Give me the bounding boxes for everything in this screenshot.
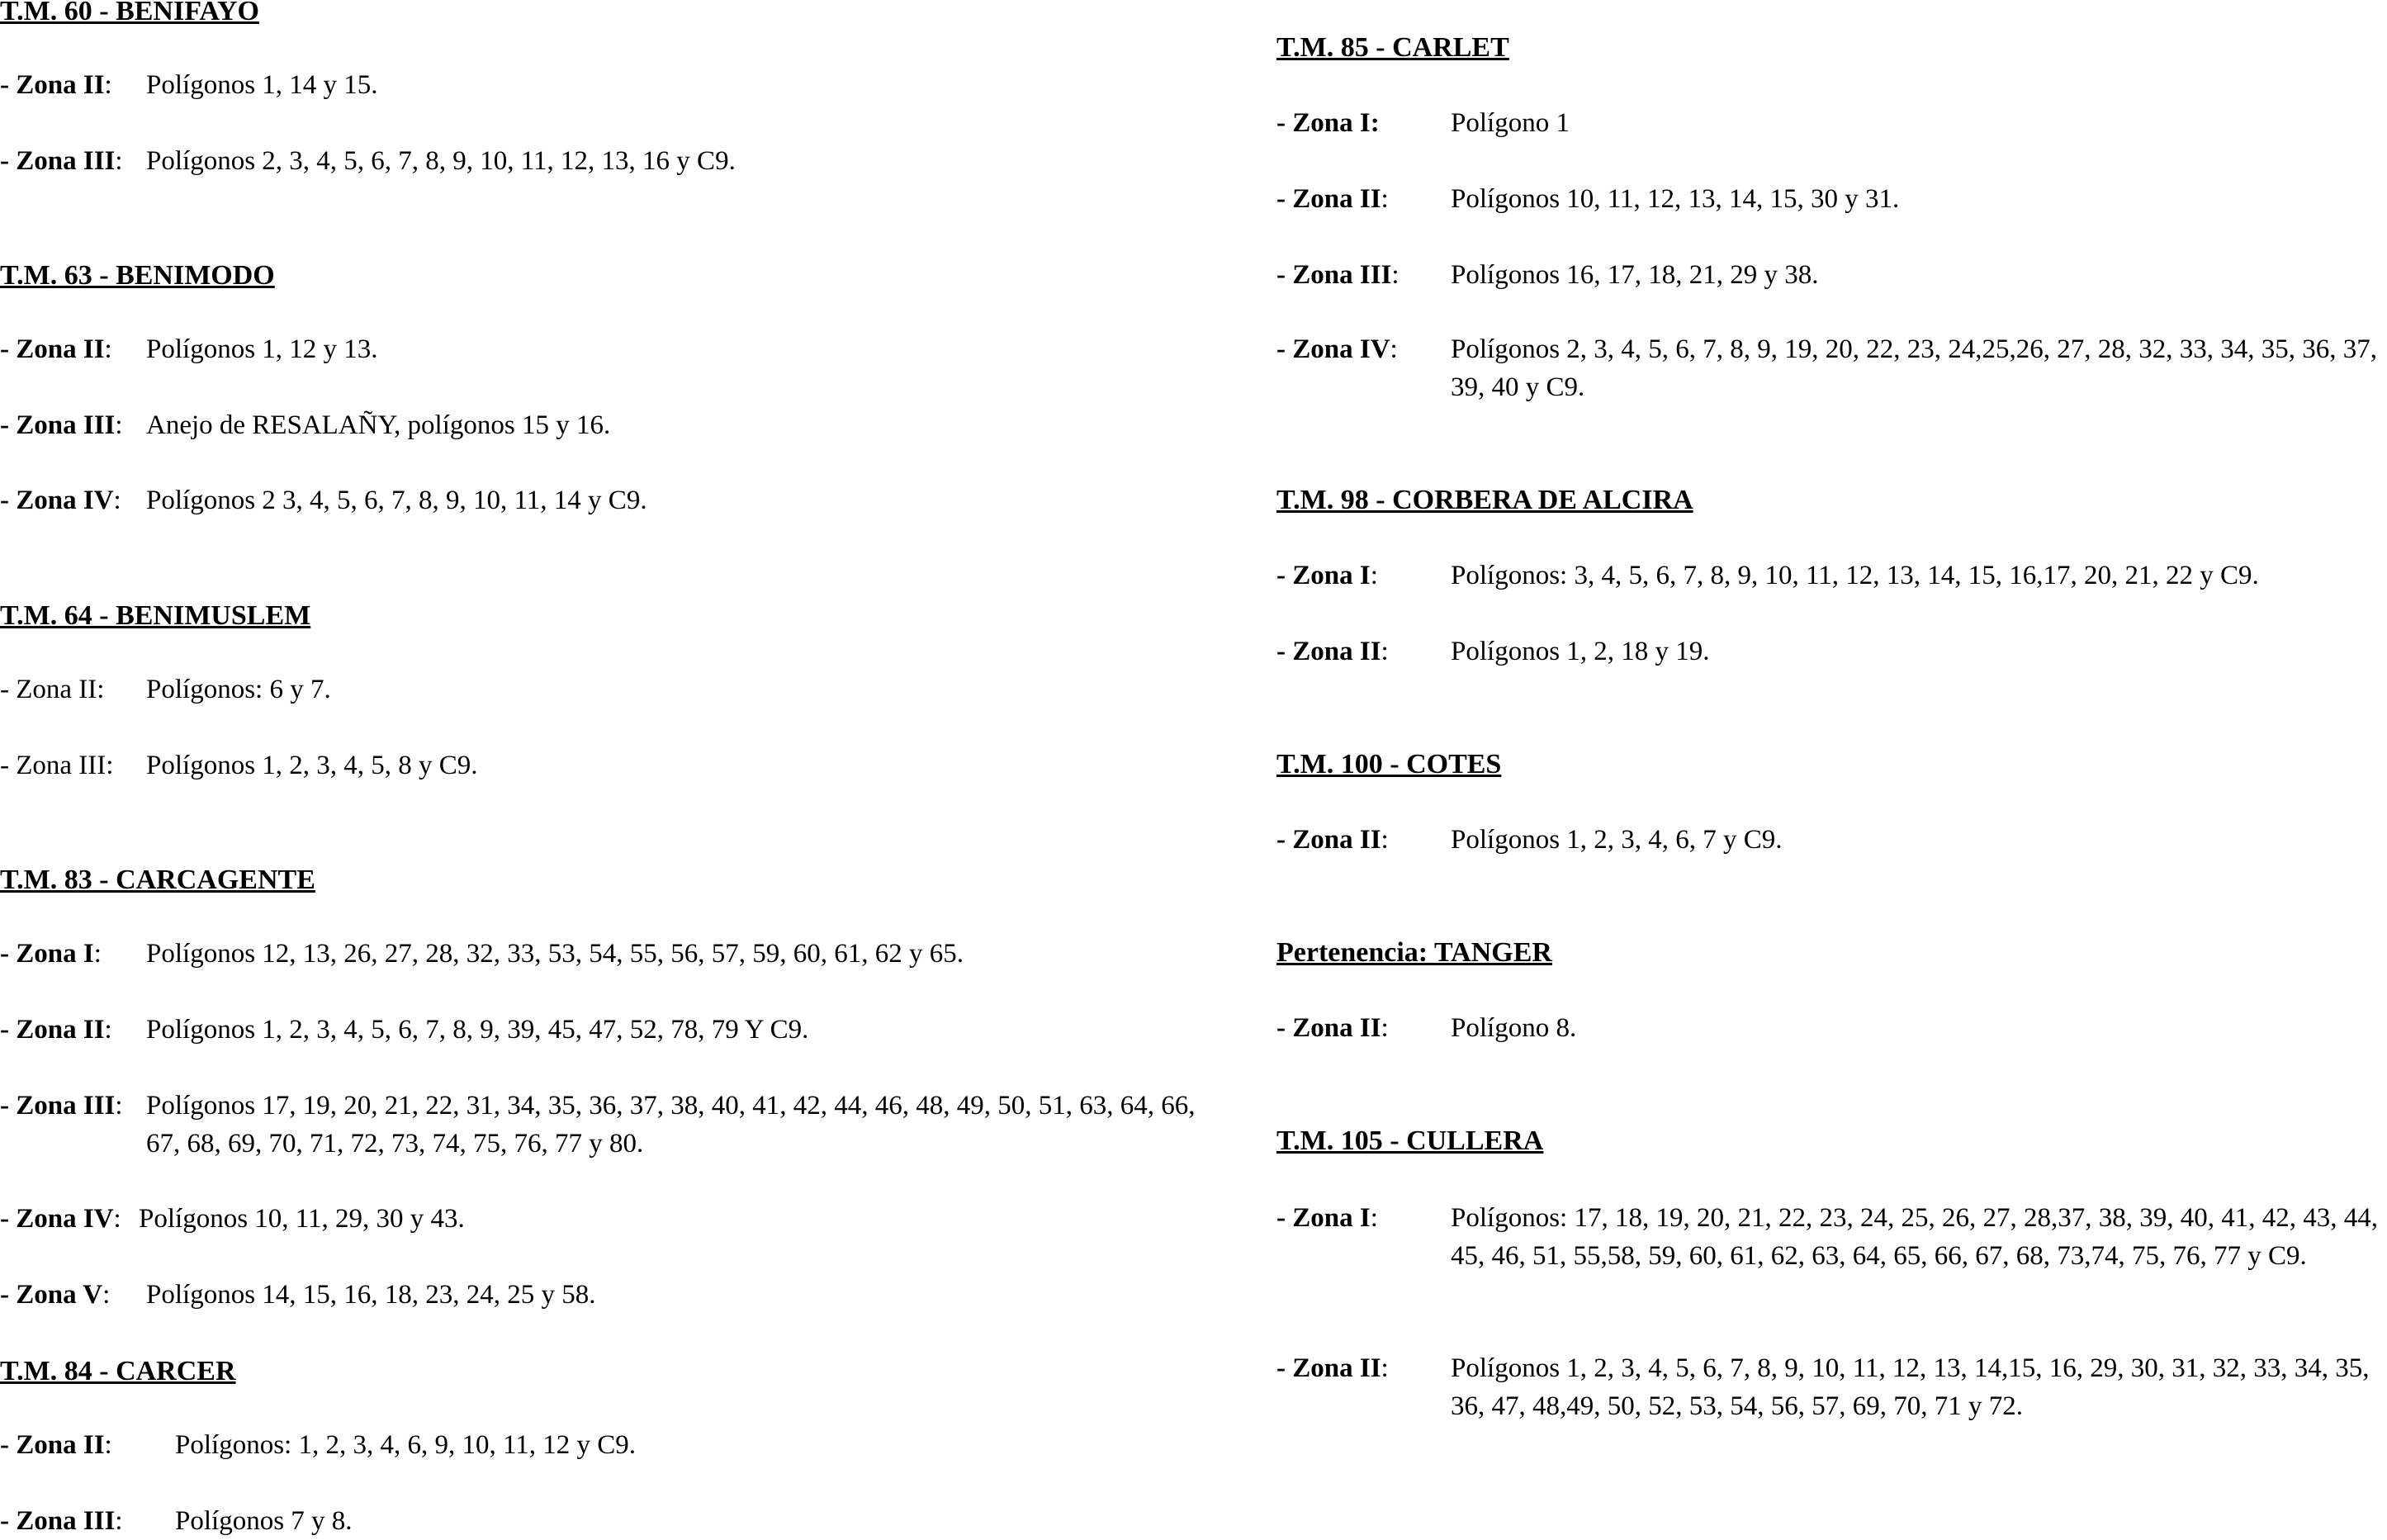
zone-label-text: - Zona II <box>0 675 97 704</box>
zone-entry <box>1276 821 2387 859</box>
zone-polygons-text: Polígonos 16, 17, 18, 21, 29 y 38. <box>1451 260 1819 290</box>
zone-label-text: - Zona II <box>1276 1353 1381 1383</box>
zone-polygons-text: Polígonos: 6 y 7. <box>146 675 331 704</box>
zone-label <box>0 1276 110 1314</box>
zone-entry <box>0 1502 1205 1540</box>
zone-label-text: - Zona I <box>1276 561 1371 590</box>
zone-label <box>1276 821 1389 859</box>
zone-label-colon: : <box>104 70 112 100</box>
zone-label-colon: : <box>1381 184 1389 214</box>
zone-entry <box>0 142 1205 180</box>
zone-label <box>0 1087 123 1125</box>
zone-label-text: - Zona III <box>1276 260 1392 290</box>
zone-polygons-text: Polígonos 14, 15, 16, 18, 23, 24, 25 y 58. <box>146 1280 596 1310</box>
zone-entry <box>0 1200 1205 1238</box>
zone-label <box>0 746 113 784</box>
zone-polygons-text: Polígonos 1, 12 y 13. <box>146 334 378 364</box>
zone-label-text: - Zona I <box>1276 1203 1371 1233</box>
zone-entry <box>1276 180 2387 218</box>
zone-label-colon: : <box>113 486 121 515</box>
zone-polygons-text: Polígonos 2 3, 4, 5, 6, 7, 8, 9, 10, 11, 14 y C9. <box>146 486 647 515</box>
zone-label-colon: : <box>93 939 102 969</box>
zone-polygons-text: Polígonos 10, 11, 29, 30 y 43. <box>139 1204 465 1234</box>
zone-label <box>1276 330 1398 368</box>
zone-label-text: - Zona III <box>0 410 116 440</box>
zone-label <box>0 406 123 444</box>
zone-label <box>0 935 102 973</box>
zone-label-text: - Zona I <box>0 939 94 969</box>
zone-polygons-text: Polígonos 10, 11, 12, 13, 14, 15, 30 y 31. <box>1451 184 1900 214</box>
zone-label-colon: : <box>115 410 123 440</box>
zone-label-colon: : <box>1381 637 1389 666</box>
zone-label-text: - Zona IV <box>1276 334 1390 364</box>
section-heading: T.M. 85 - CARLET <box>1276 32 1509 63</box>
section-heading: Pertenencia: TANGER <box>1276 937 1552 968</box>
zone-entry <box>0 330 1205 368</box>
zone-label-text: - Zona II <box>1276 825 1381 855</box>
zone-polygons-text: Polígonos 2, 3, 4, 5, 6, 7, 8, 9, 10, 11, 12, 13, 16 y C9. <box>146 146 736 176</box>
zone-entry <box>1276 104 2387 142</box>
zone-label <box>0 66 112 104</box>
section-heading: T.M. 105 - CULLERA <box>1276 1125 1544 1156</box>
zone-entry <box>0 406 1205 444</box>
zone-entry <box>0 481 1205 519</box>
zone-polygons-text: Polígono 1 <box>1451 108 1570 138</box>
zone-polygons-text: Polígonos 1, 2, 3, 4, 5, 6, 7, 8, 9, 39, 45, 47, 52, 78, 79 Y C9. <box>146 1015 809 1045</box>
zone-polygons-text: Polígonos 7 y 8. <box>175 1506 353 1536</box>
zone-label-text: - Zona III <box>0 146 116 176</box>
section-heading: T.M. 98 - CORBERA DE ALCIRA <box>1276 485 1693 515</box>
zone-entry <box>0 1087 1205 1163</box>
zone-label <box>1276 633 1389 670</box>
zone-label-text: - Zona IV <box>0 486 114 515</box>
zone-polygons-text: Polígonos 17, 19, 20, 21, 22, 31, 34, 35, 36, 37, 38, 40, 41, 42, 44, 46, 48, 49, 50, 51, 63, 64, 66, 67, 68, 69, 70, 71, 72, 73, 74, 75, 76, 77 y 80. <box>146 1091 1196 1159</box>
zone-entry <box>1276 256 2387 294</box>
zone-label <box>0 1502 123 1540</box>
section-heading: T.M. 100 - COTES <box>1276 749 1502 779</box>
section-heading: T.M. 63 - BENIMODO <box>0 260 275 291</box>
zone-label <box>0 481 121 519</box>
zone-polygons-text: Polígonos 2, 3, 4, 5, 6, 7, 8, 9, 19, 20, 22, 23, 24,25,26, 27, 28, 32, 33, 34, 35, 36, 37, 39, 40 y C9. <box>1451 334 2378 402</box>
zone-label-colon: : <box>115 146 123 176</box>
zone-label-colon: : <box>1390 334 1398 364</box>
zone-entry <box>1276 1199 2387 1275</box>
zone-label-text: - Zona II <box>0 1015 105 1045</box>
zone-label-text: - Zona III <box>0 751 107 780</box>
zone-label-text: - Zona I: <box>1276 108 1380 138</box>
zone-polygons-text: Polígonos 12, 13, 26, 27, 28, 32, 33, 53, 54, 55, 56, 57, 59, 60, 61, 62 y 65. <box>146 939 964 969</box>
zone-entry <box>0 746 1205 784</box>
zone-label-text: - Zona II <box>1276 1013 1381 1043</box>
zone-polygons-text: Polígonos 1, 2, 18 y 19. <box>1451 637 1710 666</box>
zone-entry <box>0 66 1205 104</box>
zone-label-colon: : <box>113 1204 121 1234</box>
zone-label-colon: : <box>104 1430 112 1460</box>
zone-polygons-text: Polígonos: 3, 4, 5, 6, 7, 8, 9, 10, 11, 12, 13, 14, 15, 16,17, 20, 21, 22 y C9. <box>1451 561 2259 590</box>
zone-label-colon: : <box>1391 260 1400 290</box>
zone-label-text: - Zona III <box>0 1506 116 1536</box>
zone-entry <box>1276 633 2387 670</box>
zone-label-text: - Zona II <box>1276 184 1381 214</box>
zone-label-text: - Zona II <box>1276 637 1381 666</box>
zone-entry <box>0 935 1205 973</box>
zone-label-colon: : <box>1381 1353 1389 1383</box>
zone-label-colon: : <box>102 1280 111 1310</box>
zone-entry <box>0 1276 1205 1314</box>
section-heading: T.M. 83 - CARCAGENTE <box>0 865 315 895</box>
zone-label-colon: : <box>1370 1203 1378 1233</box>
zone-label-colon: : <box>106 751 114 780</box>
zone-label-colon: : <box>1381 1013 1389 1043</box>
zone-label-text: - Zona V <box>0 1280 103 1310</box>
zone-label <box>0 330 112 368</box>
zone-label-colon: : <box>1370 561 1378 590</box>
zone-label-text: - Zona III <box>0 1091 116 1121</box>
zone-label <box>1276 1009 1389 1047</box>
zone-label-colon: : <box>97 675 105 704</box>
zone-polygons-text: Polígonos: 17, 18, 19, 20, 21, 22, 23, 24, 25, 26, 27, 28,37, 38, 39, 40, 41, 42, 43, 44, 45, 46, 51, 55,58, 59, 60, 61, 62, 63, 64, 65, 66, 67, 68, 73,74, 75, 76, 77 y C9. <box>1451 1203 2378 1271</box>
zone-label <box>1276 256 1400 294</box>
zone-polygons-text: Polígonos 1, 2, 3, 4, 5, 8 y C9. <box>146 751 478 780</box>
zone-label <box>0 1200 121 1238</box>
zone-label-text: - Zona II <box>0 1430 105 1460</box>
zone-label <box>0 142 123 180</box>
zone-label <box>0 670 104 708</box>
zone-label <box>0 1426 112 1464</box>
zone-label-colon: : <box>1381 825 1389 855</box>
zone-label-text: - Zona IV <box>0 1204 114 1234</box>
zone-label <box>1276 104 1380 142</box>
zone-entry <box>0 1426 1205 1464</box>
zone-polygons-text: Polígonos 1, 2, 3, 4, 6, 7 y C9. <box>1451 825 1783 855</box>
zone-entry <box>0 1011 1205 1049</box>
zone-polygons-text: Anejo de RESALAÑY, polígonos 15 y 16. <box>146 410 611 440</box>
zone-label-colon: : <box>104 334 112 364</box>
zone-entry <box>1276 557 2387 595</box>
section-heading: T.M. 84 - CARCER <box>0 1356 236 1386</box>
zone-polygons-text: Polígono 8. <box>1451 1013 1577 1043</box>
zone-entry <box>0 670 1205 708</box>
zone-label <box>0 1011 112 1049</box>
zone-polygons-text: Polígonos 1, 2, 3, 4, 5, 6, 7, 8, 9, 10, 11, 12, 13, 14,15, 16, 29, 30, 31, 32, 33, 34, 35, 36, 47, 48,49, 50, 52, 53, 54, 56, 57, 69, 70, 71 y 72. <box>1451 1353 2370 1421</box>
zone-entry <box>1276 330 2387 406</box>
zone-label <box>1276 180 1389 218</box>
section-heading: T.M. 60 - BENIFAYO <box>0 0 259 26</box>
zone-polygons-text: Polígonos 1, 14 y 15. <box>146 70 378 100</box>
section-heading: T.M. 64 - BENIMUSLEM <box>0 600 311 631</box>
zone-label <box>1276 1349 1389 1387</box>
zone-label-text: - Zona II <box>0 334 105 364</box>
zone-entry <box>1276 1009 2387 1047</box>
zone-label-colon: : <box>115 1091 123 1121</box>
zone-label-colon: : <box>115 1506 123 1536</box>
zone-label-colon: : <box>104 1015 112 1045</box>
zone-entry <box>1276 1349 2387 1425</box>
zone-label <box>1276 1199 1378 1237</box>
zone-polygons-text: Polígonos: 1, 2, 3, 4, 6, 9, 10, 11, 12 y C9. <box>175 1430 636 1460</box>
zone-label <box>1276 557 1378 595</box>
zone-label-text: - Zona II <box>0 70 105 100</box>
